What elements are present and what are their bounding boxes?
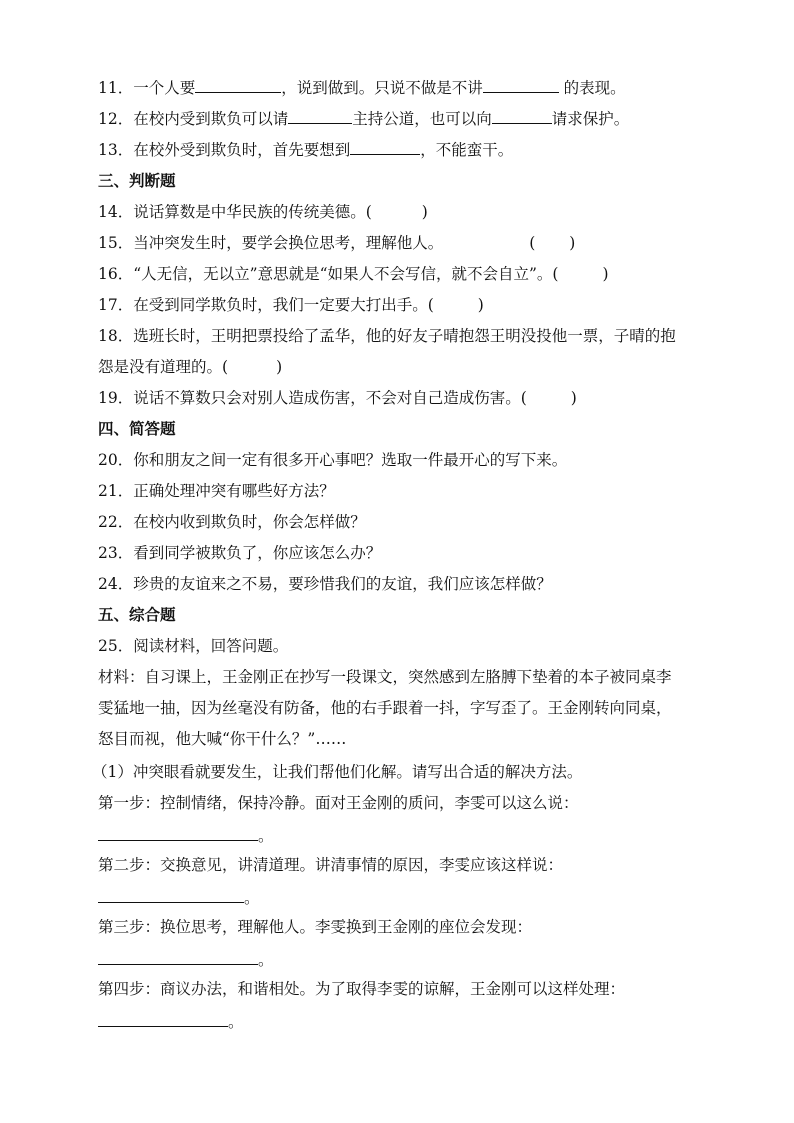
question-23: 23．看到同学被欺负了，你应该怎么办？ bbox=[98, 544, 382, 562]
q11-blank-2[interactable] bbox=[483, 78, 559, 93]
step-1-blank[interactable] bbox=[98, 826, 258, 841]
material-line-1: 材料：自习课上，王金刚正在抄写一段课文，突然感到左胳膊下垫着的本子被同桌李 bbox=[98, 668, 672, 686]
q15-text: 15．当冲突发生时，要学会换位思考，理解他人。 bbox=[98, 234, 444, 252]
q12-text-c: 请求保护。 bbox=[551, 110, 630, 128]
section-5-heading: 五、综合题 bbox=[98, 606, 176, 624]
q14-text: 14．说话算数是中华民族的传统美德。( bbox=[98, 203, 372, 221]
q17-paren-close: ) bbox=[477, 296, 484, 314]
step-2-period: 。 bbox=[244, 889, 260, 907]
question-13 bbox=[98, 140, 698, 160]
section-3-heading: 三、判断题 bbox=[98, 172, 176, 190]
q11-text-b: ，说到做到。只说不做是不讲 bbox=[281, 79, 483, 97]
step-2: 第二步：交换意见，讲清道理。讲清事情的原因，李雯应该这样说： bbox=[98, 856, 564, 874]
question-14 bbox=[98, 202, 698, 222]
q13-blank-1[interactable] bbox=[350, 140, 420, 155]
question-18-line-1: 18．选班长时，王明把票投给了孟华，他的好友子晴抱怨王明没投他一票，子晴的抱 bbox=[98, 327, 676, 345]
question-19 bbox=[98, 388, 698, 408]
q18-paren-close: ) bbox=[276, 358, 283, 376]
sub-question-1: （1）冲突眼看就要发生，让我们帮他们化解。请写出合适的解决方法。 bbox=[92, 763, 583, 781]
q13-text-b: ，不能蛮干。 bbox=[420, 141, 514, 159]
q15-paren-close: ) bbox=[569, 234, 576, 252]
q12-blank-2[interactable] bbox=[492, 109, 552, 124]
question-25: 25．阅读材料，回答问题。 bbox=[98, 637, 289, 655]
step-4-blank[interactable] bbox=[98, 1012, 228, 1027]
q19-paren-close: ) bbox=[570, 389, 577, 407]
step-3-period: 。 bbox=[258, 951, 274, 969]
question-16 bbox=[98, 264, 698, 284]
q15-paren-open: ( bbox=[529, 234, 536, 252]
step-3-answer bbox=[98, 950, 698, 970]
step-3-blank[interactable] bbox=[98, 950, 258, 965]
step-3: 第三步：换位思考，理解他人。李雯换到王金刚的座位会发现： bbox=[98, 918, 533, 936]
material-line-2: 雯猛地一抽，因为丝毫没有防备，他的右手跟着一抖，字写歪了。王金刚转向同桌， bbox=[98, 699, 672, 717]
q11-text-c: 的表现。 bbox=[558, 79, 626, 97]
q11-text-a: 11．一个人要 bbox=[98, 79, 196, 97]
question-22: 22．在校内收到欺负时，你会怎样做？ bbox=[98, 513, 366, 531]
q17-text: 17．在受到同学欺负时，我们一定要大打出手。( bbox=[98, 296, 434, 314]
material-line-3: 怒目而视，他大喊“你干什么？”…… bbox=[98, 730, 347, 748]
step-4-answer bbox=[98, 1012, 698, 1032]
q12-text-a: 12．在校内受到欺负可以请 bbox=[98, 110, 289, 128]
q12-blank-1[interactable] bbox=[288, 109, 352, 124]
q18-text: 怨是没有道理的。( bbox=[98, 358, 229, 376]
step-4-period: 。 bbox=[228, 1013, 244, 1031]
q16-text: 16．“人无信，无以立”意思就是“如果人不会写信，就不会自立”。( bbox=[98, 265, 559, 283]
step-1-answer bbox=[98, 826, 698, 846]
step-2-answer bbox=[98, 888, 698, 908]
question-12 bbox=[98, 109, 698, 129]
q16-paren-close: ) bbox=[602, 265, 609, 283]
question-21: 21．正确处理冲突有哪些好方法？ bbox=[98, 482, 335, 500]
question-18-line-2 bbox=[98, 357, 698, 377]
q14-paren-close: ) bbox=[421, 203, 428, 221]
question-15 bbox=[98, 233, 698, 253]
q11-blank-1[interactable] bbox=[195, 78, 281, 93]
question-17 bbox=[98, 295, 698, 315]
step-2-blank[interactable] bbox=[98, 888, 244, 903]
question-20: 20．你和朋友之间一定有很多开心事吧？选取一件最开心的写下来。 bbox=[98, 451, 568, 469]
step-1-period: 。 bbox=[258, 827, 274, 845]
q12-text-b: 主持公道，也可以向 bbox=[352, 110, 492, 128]
step-4: 第四步：商议办法，和谐相处。为了取得李雯的谅解，王金刚可以这样处理： bbox=[98, 980, 626, 998]
question-11 bbox=[98, 78, 698, 98]
step-1: 第一步：控制情绪，保持冷静。面对王金刚的质问，李雯可以这么说： bbox=[98, 794, 579, 812]
question-24: 24．珍贵的友谊来之不易，要珍惜我们的友谊，我们应该怎样做？ bbox=[98, 575, 552, 593]
q19-text: 19．说话不算数只会对别人造成伤害，不会对自己造成伤害。( bbox=[98, 389, 527, 407]
section-4-heading: 四、简答题 bbox=[98, 420, 176, 438]
q13-text-a: 13．在校外受到欺负时，首先要想到 bbox=[98, 141, 351, 159]
